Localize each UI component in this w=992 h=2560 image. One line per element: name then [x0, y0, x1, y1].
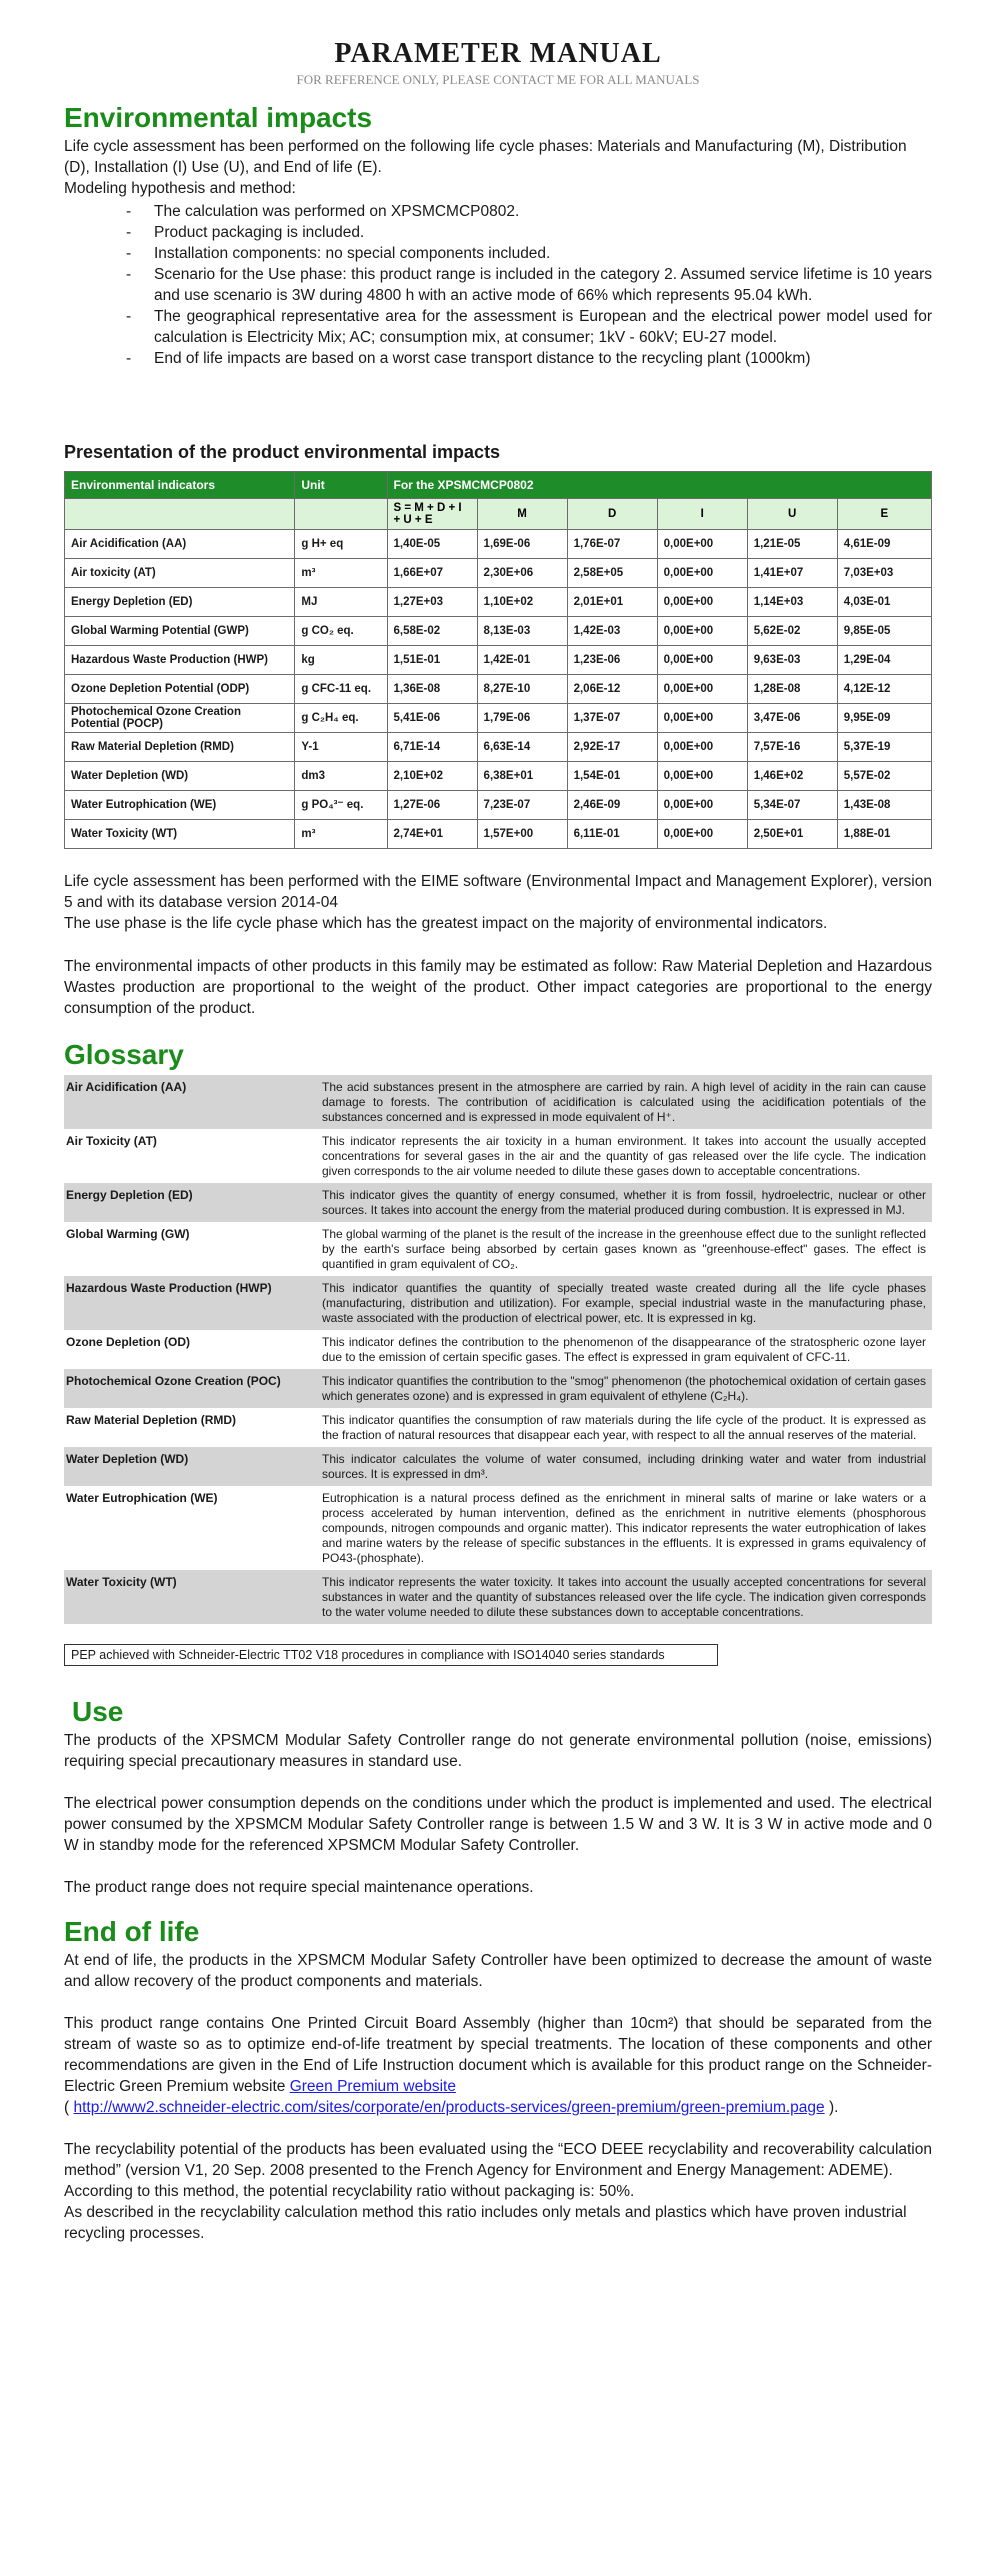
table-row [65, 762, 932, 791]
page-subtitle: FOR REFERENCE ONLY, PLEASE CONTACT ME FOR ALL MANUALS [296, 72, 700, 87]
indicator-name: Ozone Depletion Potential (ODP) [65, 675, 295, 704]
eol-paragraph-3: The recyclability potential of the products has been evaluated using the “ECO DEEE recyclability and recoverability calculation method” (version V1, 20 Sep. 2008 presented to the French Agency for Environment and Energy Management: ADEME). [64, 2141, 932, 2179]
indicator-value: 4,12E-12 [837, 675, 931, 704]
col-indicator-header: Environmental indicators [65, 472, 295, 499]
indicator-value: 2,74E+01 [387, 820, 477, 849]
indicator-value: 6,71E-14 [387, 733, 477, 762]
glossary-item [64, 1222, 932, 1276]
indicator-value: 1,43E-08 [837, 791, 931, 820]
glossary-term: Photochemical Ozone Creation (POC) [66, 1374, 281, 1388]
glossary-term: Raw Material Depletion (RMD) [66, 1413, 237, 1427]
indicator-value: 0,00E+00 [657, 733, 747, 762]
method-label: Modeling hypothesis and method: [64, 180, 296, 197]
indicator-value: 0,00E+00 [657, 617, 747, 646]
indicator-value: 4,61E-09 [837, 530, 931, 559]
environmental-intro: Life cycle assessment has been performed on the following life cycle phases: Materials and Manufacturing (M), Distribution (D), Installation (I) Use (U), and End of life (E). [64, 138, 907, 176]
indicator-value: 1,88E-01 [837, 820, 931, 849]
environmental-heading: Environmental impacts [64, 102, 373, 133]
indicator-value: 0,00E+00 [657, 559, 747, 588]
indicator-value: 5,57E-02 [837, 762, 931, 791]
indicator-value: 1,10E+02 [477, 588, 567, 617]
table-row [65, 530, 932, 559]
method-item: - Scenario for the Use phase: this product range is included in the category 2. Assumed service lifetime is 10 years and use scenario is 3W during 4800 h with an active mode of 66% which represents 95.04 kWh. [154, 264, 932, 306]
method-item: - The geographical representative area for the assessment is European and the electrical power model used for calculation is Electricity Mix; AC; consumption mix, at consumer; 1kV - 60kV; EU-27 model. [154, 306, 932, 348]
indicator-value: 8,13E-03 [477, 617, 567, 646]
indicator-value: 0,00E+00 [657, 646, 747, 675]
indicator-unit: m³ [295, 559, 387, 588]
use-heading: Use [72, 1696, 124, 1727]
indicator-value: 1,23E-06 [567, 646, 657, 675]
indicator-name: Hazardous Waste Production (HWP) [65, 646, 295, 675]
indicator-value: 0,00E+00 [657, 820, 747, 849]
glossary-definition: This indicator quantifies the contribution to the "smog" phenomenon (the photochemical oxidation of certain gases which generates ozone) and is expressed in gram equivalent of ethylene (C₂H₄). [322, 1374, 926, 1403]
phase-header: I [657, 499, 747, 530]
indicator-unit: kg [295, 646, 387, 675]
indicator-value: 1,66E+07 [387, 559, 477, 588]
use-paragraph-1: The products of the XPSMCM Modular Safety Controller range do not generate environmental pollution (noise, emissions) requiring special precautionary measures in standard use. [64, 1732, 932, 1770]
blank-header [295, 499, 387, 530]
indicator-value: 4,03E-01 [837, 588, 931, 617]
table-row [65, 733, 932, 762]
blank-header [65, 499, 295, 530]
green-premium-link[interactable]: Green Premium website [289, 2078, 456, 2095]
impacts-table-body [65, 530, 932, 849]
glossary-term: Air Acidification (AA) [66, 1080, 187, 1094]
glossary-definition: This indicator calculates the volume of water consumed, including drinking water and water from industrial sources. It is expressed in dm³. [322, 1452, 926, 1481]
indicator-value: 6,63E-14 [477, 733, 567, 762]
table-row [65, 791, 932, 820]
table-row [65, 588, 932, 617]
indicator-value: 5,34E-07 [747, 791, 837, 820]
indicator-value: 2,10E+02 [387, 762, 477, 791]
indicator-value: 0,00E+00 [657, 530, 747, 559]
indicator-value: 0,00E+00 [657, 704, 747, 733]
indicator-value: 2,46E-09 [567, 791, 657, 820]
glossary-definition: This indicator quantifies the consumption of raw materials during the life cycle of the product. It is expressed as the fraction of natural resources that disappear each year, with respect to all the annual reserves of the material. [322, 1413, 926, 1442]
glossary-definition: The acid substances present in the atmosphere are carried by rain. A high level of acidity in the rain can cause damage to forests. The contribution of acidification is calculated using the acidification potentials of the substances concerned and is expressed in mode equivalent of H⁺. [322, 1080, 926, 1124]
method-item: - End of life impacts are based on a worst case transport distance to the recycling plant (1000km) [154, 348, 932, 369]
indicator-value: 1,36E-08 [387, 675, 477, 704]
indicator-value: 9,63E-03 [747, 646, 837, 675]
table-row [65, 820, 932, 849]
pep-statement: PEP achieved with Schneider-Electric TT02 V18 procedures in compliance with ISO14040 series standards [64, 1644, 718, 1666]
indicator-unit: MJ [295, 588, 387, 617]
indicator-value: 5,37E-19 [837, 733, 931, 762]
glossary-term: Global Warming (GW) [66, 1227, 190, 1241]
glossary-term: Hazardous Waste Production (HWP) [66, 1281, 272, 1295]
indicator-value: 7,03E+03 [837, 559, 931, 588]
indicator-value: 6,38E+01 [477, 762, 567, 791]
indicator-value: 1,76E-07 [567, 530, 657, 559]
glossary-definition: The global warming of the planet is the result of the increase in the greenhouse effect due to the sunlight reflected by the earth's surface being absorbed by certain gases known as "greenhouse-effect" gases. The effect is quantified in gram equivalent of CO₂. [322, 1227, 926, 1271]
use-paragraph-3: The product range does not require special maintenance operations. [64, 1879, 534, 1896]
indicator-unit: g H+ eq [295, 530, 387, 559]
glossary-item [64, 1330, 932, 1369]
indicator-value: 2,58E+05 [567, 559, 657, 588]
indicator-unit: g CO₂ eq. [295, 617, 387, 646]
table-row [65, 559, 932, 588]
glossary-term: Water Eutrophication (WE) [66, 1491, 218, 1505]
indicator-value: 0,00E+00 [657, 588, 747, 617]
glossary-definition: This indicator defines the contribution to the phenomenon of the disappearance of the stratospheric ozone layer due to the emission of certain specific gases. The effect is expressed in gram equivalent of CFC-11. [322, 1335, 926, 1364]
page-title: PARAMETER MANUAL [334, 38, 662, 69]
glossary-term: Ozone Depletion (OD) [66, 1335, 190, 1349]
glossary-definition: This indicator represents the water toxicity. It takes into account the usually accepted concentrations for several substances in water and the quantity of substances released over the life cycle. The indication given corresponds to the water volume needed to dilute these substances down to acceptable concentrations. [322, 1575, 926, 1619]
glossary-item [64, 1075, 932, 1129]
indicator-unit: g PO₄³⁻ eq. [295, 791, 387, 820]
indicator-value: 1,54E-01 [567, 762, 657, 791]
indicator-value: 8,27E-10 [477, 675, 567, 704]
indicator-value: 2,30E+06 [477, 559, 567, 588]
table-row [65, 617, 932, 646]
table-row [65, 704, 932, 733]
glossary-term: Air Toxicity (AT) [66, 1134, 157, 1148]
glossary-heading: Glossary [64, 1039, 184, 1070]
indicator-value: 1,40E-05 [387, 530, 477, 559]
indicator-unit: Y-1 [295, 733, 387, 762]
table-row [65, 646, 932, 675]
indicator-value: 1,57E+00 [477, 820, 567, 849]
indicator-value: 5,41E-06 [387, 704, 477, 733]
lca-paragraph-3: The environmental impacts of other products in this family may be estimated as follow: Raw Material Depletion and Hazardous Wastes production are proportional to the weight of the product. Other impact categories are proportional to the energy consumption of the product. [64, 958, 932, 1017]
indicator-value: 1,42E-03 [567, 617, 657, 646]
glossary-item [64, 1276, 932, 1330]
eol-paragraph-1: At end of life, the products in the XPSMCM Modular Safety Controller have been optimized to decrease the amount of waste and allow recovery of the product components and materials. [64, 1952, 932, 1990]
indicator-value: 1,27E+03 [387, 588, 477, 617]
method-item: - The calculation was performed on XPSMCMCP0802. [154, 201, 932, 222]
glossary-item [64, 1129, 932, 1183]
eol-paragraph-2-text: This product range contains One Printed Circuit Board Assembly (higher than 10cm²) that should be separated from the stream of waste so as to optimize end-of-life treatment by special treatments. The location of these components and other recommendations are given in the End of Life Instruction document which is available for this product range on the Schneider-Electric Green Premium website [64, 2015, 932, 2095]
indicator-name: Photochemical Ozone Creation Potential (POCP) [65, 704, 295, 733]
indicator-name: Air toxicity (AT) [65, 559, 295, 588]
indicator-value: 0,00E+00 [657, 762, 747, 791]
glossary-definition: Eutrophication is a natural process defined as the enrichment in mineral salts of marine or lake waters or a process accelerated by human intervention, defined as the enrichment in nutritive elements (phosphorous compounds, nitrogen compounds and organic matter). This indicator represents the water eutrophication of lakes and marine waters by the release of specific substances in the effluents. It is expressed in grams equivalency of PO43-(phosphate). [322, 1491, 926, 1565]
glossary-list [64, 1075, 932, 1624]
phase-header: M [477, 499, 567, 530]
impacts-table [64, 471, 932, 849]
indicator-name: Energy Depletion (ED) [65, 588, 295, 617]
phase-header: D [567, 499, 657, 530]
indicator-value: 1,46E+02 [747, 762, 837, 791]
indicator-value: 3,47E-06 [747, 704, 837, 733]
glossary-item [64, 1486, 932, 1570]
indicator-value: 6,11E-01 [567, 820, 657, 849]
green-premium-url[interactable]: http://www2.schneider-electric.com/sites/corporate/en/products-services/green-premium/green-premium.page [73, 2099, 825, 2116]
indicator-name: Water Toxicity (WT) [65, 820, 295, 849]
indicator-value: 1,41E+07 [747, 559, 837, 588]
indicator-value: 1,21E-05 [747, 530, 837, 559]
eol-paragraph-5: As described in the recyclability calculation method this ratio includes only metals and plastics which have proven industrial recycling processes. [64, 2204, 907, 2242]
indicator-unit: g CFC-11 eq. [295, 675, 387, 704]
indicator-name: Air Acidification (AA) [65, 530, 295, 559]
indicator-value: 5,62E-02 [747, 617, 837, 646]
indicator-value: 1,37E-07 [567, 704, 657, 733]
method-list [64, 201, 932, 369]
indicator-value: 9,85E-05 [837, 617, 931, 646]
glossary-term: Energy Depletion (ED) [66, 1188, 193, 1202]
col-unit-header: Unit [295, 472, 387, 499]
indicator-name: Water Eutrophication (WE) [65, 791, 295, 820]
indicator-value: 9,95E-09 [837, 704, 931, 733]
indicator-value: 1,14E+03 [747, 588, 837, 617]
lca-paragraph-2: The use phase is the life cycle phase which has the greatest impact on the majority of environmental indicators. [64, 915, 828, 932]
glossary-item [64, 1369, 932, 1408]
use-paragraph-2: The electrical power consumption depends on the conditions under which the product is implemented and used. The electrical power consumed by the XPSMCM Modular Safety Controller range is between 1.5 W and 3 W. It is 3 W in active mode and 0 W in standby mode for the referenced XPSMCM Modular Safety Controller. [64, 1795, 932, 1854]
indicator-value: 1,28E-08 [747, 675, 837, 704]
table-title: Presentation of the product environmental impacts [64, 442, 501, 462]
indicator-value: 1,69E-06 [477, 530, 567, 559]
indicator-value: 1,51E-01 [387, 646, 477, 675]
indicator-unit: m³ [295, 820, 387, 849]
indicator-value: 1,29E-04 [837, 646, 931, 675]
indicator-value: 6,58E-02 [387, 617, 477, 646]
lca-paragraph-1: Life cycle assessment has been performed with the EIME software (Environmental Impact and Management Explorer), version 5 and with its database version 2014-04 [64, 873, 932, 911]
method-item: - Product packaging is included. [154, 222, 932, 243]
indicator-value: 1,27E-06 [387, 791, 477, 820]
glossary-item [64, 1183, 932, 1222]
indicator-name: Water Depletion (WD) [65, 762, 295, 791]
indicator-value: 0,00E+00 [657, 675, 747, 704]
indicator-value: 7,23E-07 [477, 791, 567, 820]
indicator-value: 2,50E+01 [747, 820, 837, 849]
phase-header: U [747, 499, 837, 530]
eol-url-line: ( http://www2.schneider-electric.com/sites/corporate/en/products-services/green-premium/green-premium.page ). [64, 2099, 839, 2116]
indicator-unit: dm3 [295, 762, 387, 791]
indicator-name: Global Warming Potential (GWP) [65, 617, 295, 646]
indicator-name: Raw Material Depletion (RMD) [65, 733, 295, 762]
indicator-value: 2,01E+01 [567, 588, 657, 617]
phase-header: S = M + D + I + U + E [387, 499, 477, 530]
glossary-definition: This indicator quantifies the quantity of specially treated waste created during all the life cycle phases (manufacturing, distribution and utilization). For example, special industrial waste in the manufacturing phase, waste associated with the production of electrical power, etc. It is expressed in kg. [322, 1281, 926, 1325]
indicator-value: 2,06E-12 [567, 675, 657, 704]
indicator-value: 2,92E-17 [567, 733, 657, 762]
glossary-item [64, 1447, 932, 1486]
glossary-term: Water Toxicity (WT) [66, 1575, 177, 1589]
indicator-unit: g C₂H₄ eq. [295, 704, 387, 733]
phase-header: E [837, 499, 931, 530]
glossary-item [64, 1408, 932, 1447]
col-product-header: For the XPSMCMCP0802 [387, 472, 932, 499]
indicator-value: 7,57E-16 [747, 733, 837, 762]
glossary-definition: This indicator represents the air toxicity in a human environment. It takes into account the usually accepted concentrations for several gases in the air and the quantity of gas released over the life cycle. The indication given corresponds to the air volume needed to dilute these gases down to acceptable concentrations. [322, 1134, 926, 1178]
eol-paragraph-4: According to this method, the potential recyclability ratio without packaging is: 50%. [64, 2183, 635, 2200]
indicator-value: 0,00E+00 [657, 791, 747, 820]
table-row [65, 675, 932, 704]
glossary-definition: This indicator gives the quantity of energy consumed, whether it is from fossil, hydroelectric, nuclear or other sources. It takes into account the energy from the material produced during combustion. It is expressed in MJ. [322, 1188, 926, 1217]
indicator-value: 1,79E-06 [477, 704, 567, 733]
eol-heading: End of life [64, 1916, 200, 1947]
indicator-value: 1,42E-01 [477, 646, 567, 675]
glossary-term: Water Depletion (WD) [66, 1452, 189, 1466]
method-item: - Installation components: no special components included. [154, 243, 932, 264]
glossary-item [64, 1570, 932, 1624]
eol-paragraph-2 [64, 2013, 932, 2097]
